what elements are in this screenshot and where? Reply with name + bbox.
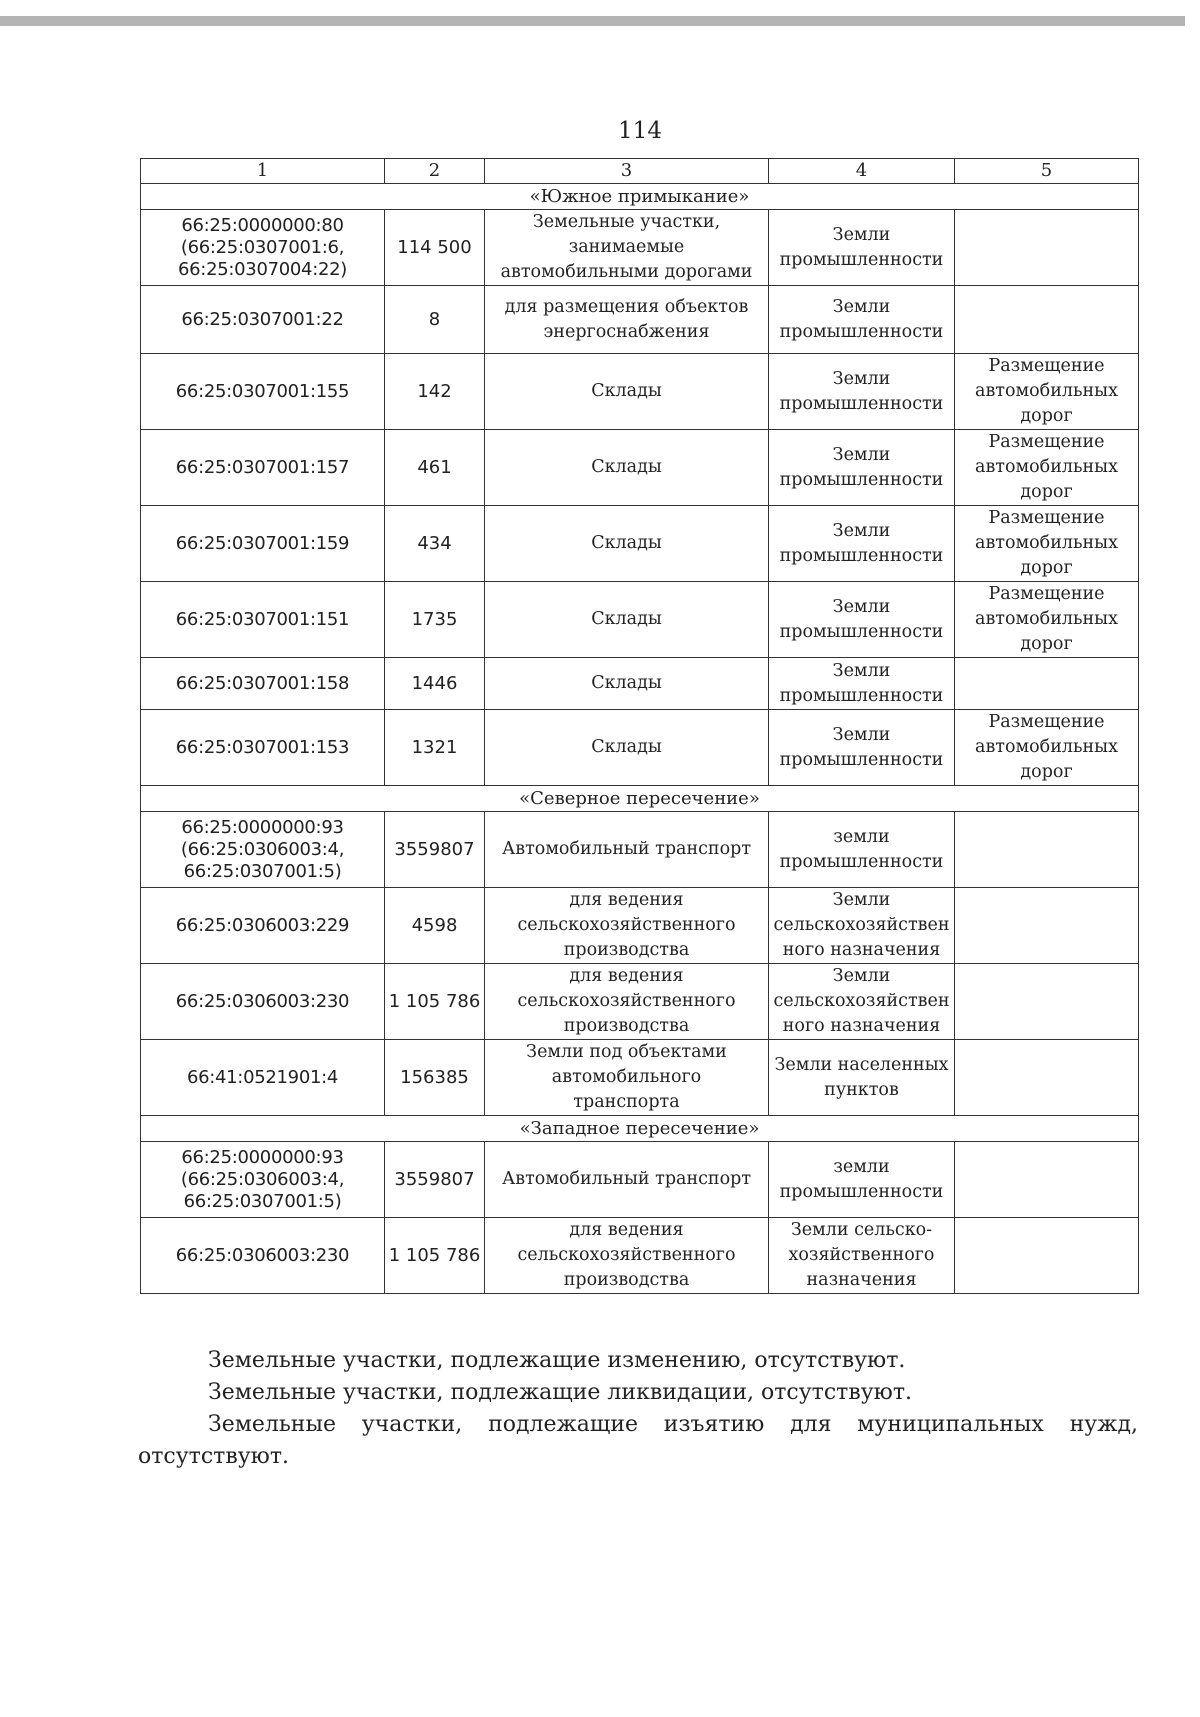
planned-use-cell: Размещение автомобильных дорог [955,710,1139,786]
cadastral-number-cell: 66:41:0521901:4 [141,1040,385,1116]
area-cell: 114 500 [385,210,485,286]
planned-use-cell: Размещение автомобильных дорог [955,430,1139,506]
land-category-cell: Земли промышленности [769,658,955,710]
permitted-use-cell: Автомобильный транспорт [485,1142,769,1218]
table-row [141,354,1139,430]
cadastral-number-cell: 66:25:0307001:159 [141,506,385,582]
table-row [141,658,1139,710]
land-category-cell: Земли промышленности [769,506,955,582]
cadastral-number-cell: 66:25:0306003:230 [141,1218,385,1294]
page-number: 114 [618,118,662,144]
planned-use-cell [955,812,1139,888]
cadastral-number-cell: 66:25:0306003:230 [141,964,385,1040]
planned-use-cell: Размещение автомобильных дорог [955,506,1139,582]
note-paragraph-continuation [138,1441,1138,1473]
land-category-cell: Земли сельскохозяйствен ного назначения [769,964,955,1040]
permitted-use-cell: Склады [485,582,769,658]
area-cell: 1321 [385,710,485,786]
cadastral-number-cell: 66:25:0306003:229 [141,888,385,964]
permitted-use-cell: Склады [485,354,769,430]
section-title: «Северное пересечение» [141,786,1139,812]
land-category-cell: Земли промышленности [769,286,955,354]
planned-use-cell [955,658,1139,710]
area-cell: 461 [385,430,485,506]
section-title-row [141,184,1139,210]
table-row [141,1040,1139,1116]
permitted-use-cell: для ведения сельскохозяйственного производства [485,888,769,964]
note-text: Земельные участки, подлежащие изъятию для муниципальных нужд, [208,1412,1138,1437]
section-title: «Южное примыкание» [141,184,1139,210]
permitted-use-cell: Автомобильный транспорт [485,812,769,888]
land-category-cell: Земли промышленности [769,582,955,658]
planned-use-cell: Размещение автомобильных дорог [955,582,1139,658]
section-title-row [141,786,1139,812]
column-number: 2 [385,159,485,184]
table-row [141,582,1139,658]
notes [138,1345,1138,1473]
note-paragraph [138,1409,1138,1441]
column-number-row [141,159,1139,184]
table-row [141,430,1139,506]
section-title-row [141,1116,1139,1142]
table-row [141,812,1139,888]
planned-use-cell [955,286,1139,354]
cadastral-number-cell: 66:25:0307001:153 [141,710,385,786]
permitted-use-cell: Земельные участки, занимаемые автомобильными дорогами [485,210,769,286]
permitted-use-cell: Земли под объектами автомобильного транспорта [485,1040,769,1116]
table-body [141,159,1139,1294]
table-row [141,506,1139,582]
land-category-cell: Земли промышленности [769,354,955,430]
area-cell: 3559807 [385,812,485,888]
scan-top-edge [0,16,1185,26]
note-text: Земельные участки, подлежащие изменению, отсутствуют. [208,1348,906,1373]
column-number: 3 [485,159,769,184]
table-row [141,1142,1139,1218]
section-title: «Западное пересечение» [141,1116,1139,1142]
land-plots-table [140,158,1139,1294]
cadastral-number-cell: 66:25:0307001:158 [141,658,385,710]
table-row [141,286,1139,354]
planned-use-cell: Размещение автомобильных дорог [955,354,1139,430]
permitted-use-cell: для ведения сельскохозяйственного производства [485,964,769,1040]
planned-use-cell [955,964,1139,1040]
table-row [141,964,1139,1040]
permitted-use-cell: для размещения объектов энергоснабжения [485,286,769,354]
land-category-cell: Земли сельско- хозяйственного назначения [769,1218,955,1294]
cadastral-number-cell: 66:25:0000000:80 (66:25:0307001:6, 66:25:0307004:22) [141,210,385,286]
cadastral-number-cell: 66:25:0307001:22 [141,286,385,354]
area-cell: 1735 [385,582,485,658]
land-category-cell: земли промышленности [769,812,955,888]
cadastral-number-cell: 66:25:0307001:155 [141,354,385,430]
table-row [141,210,1139,286]
area-cell: 156385 [385,1040,485,1116]
permitted-use-cell: для ведения сельскохозяйственного производства [485,1218,769,1294]
column-number: 4 [769,159,955,184]
area-cell: 142 [385,354,485,430]
permitted-use-cell: Склады [485,658,769,710]
permitted-use-cell: Склады [485,710,769,786]
land-category-cell: Земли промышленности [769,430,955,506]
area-cell: 4598 [385,888,485,964]
land-category-cell: Земли промышленности [769,710,955,786]
planned-use-cell [955,1218,1139,1294]
permitted-use-cell: Склады [485,430,769,506]
area-cell: 8 [385,286,485,354]
area-cell: 1 105 786 [385,964,485,1040]
note-paragraph [138,1377,1138,1409]
planned-use-cell [955,1142,1139,1218]
permitted-use-cell: Склады [485,506,769,582]
cadastral-number-cell: 66:25:0307001:151 [141,582,385,658]
planned-use-cell [955,1040,1139,1116]
land-category-cell: Земли сельскохозяйствен ного назначения [769,888,955,964]
planned-use-cell [955,210,1139,286]
planned-use-cell [955,888,1139,964]
land-category-cell: Земли населенных пунктов [769,1040,955,1116]
note-text: отсутствуют. [138,1444,289,1469]
area-cell: 3559807 [385,1142,485,1218]
cadastral-number-cell: 66:25:0000000:93 (66:25:0306003:4, 66:25:0307001:5) [141,812,385,888]
cadastral-number-cell: 66:25:0307001:157 [141,430,385,506]
column-number: 1 [141,159,385,184]
area-cell: 1446 [385,658,485,710]
land-category-cell: Земли промышленности [769,210,955,286]
land-category-cell: земли промышленности [769,1142,955,1218]
note-text: Земельные участки, подлежащие ликвидации, отсутствуют. [208,1380,912,1405]
note-paragraph [138,1345,1138,1377]
column-number: 5 [955,159,1139,184]
area-cell: 1 105 786 [385,1218,485,1294]
area-cell: 434 [385,506,485,582]
table-row [141,1218,1139,1294]
table-row [141,888,1139,964]
cadastral-number-cell: 66:25:0000000:93 (66:25:0306003:4, 66:25:0307001:5) [141,1142,385,1218]
table-row [141,710,1139,786]
